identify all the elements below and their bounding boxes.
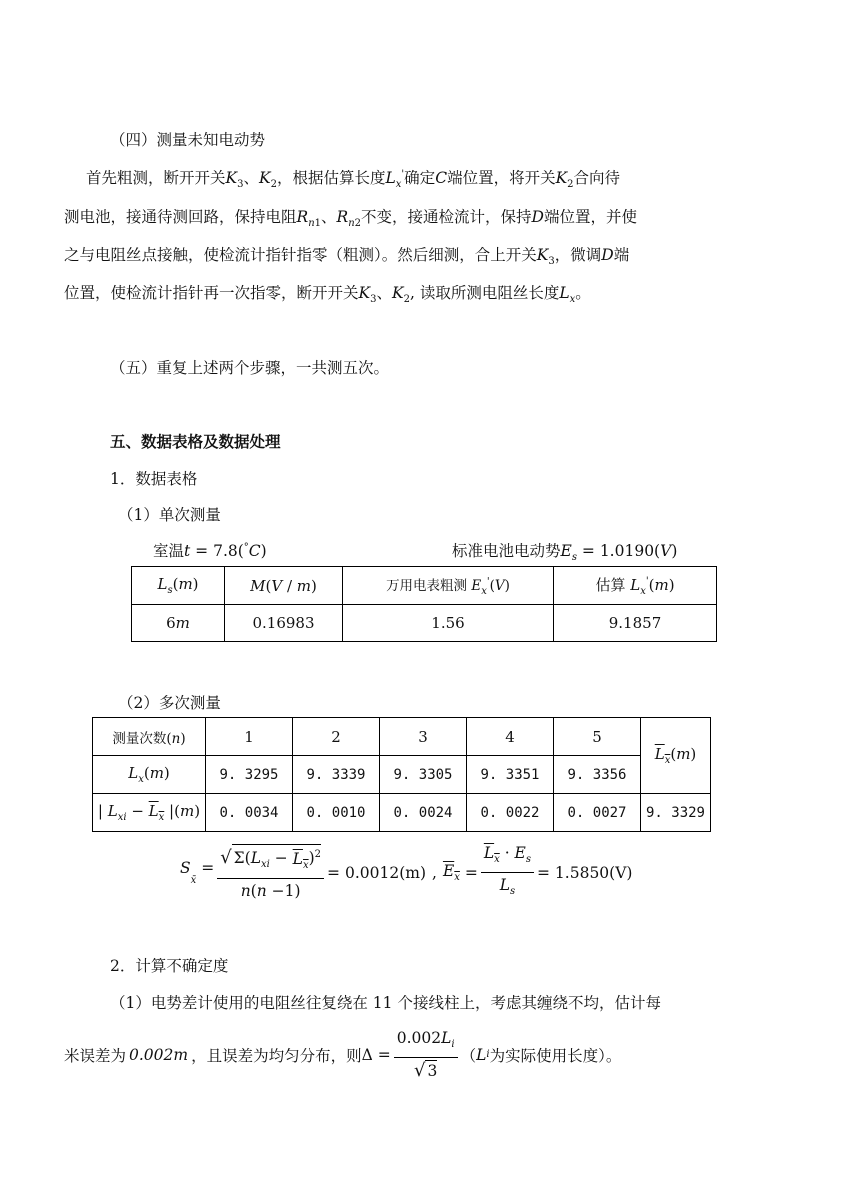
row-label-lx: $L_x(m)$ (93, 756, 206, 794)
header-mean-lx: $L_x(m)$ (641, 718, 711, 794)
deviation-cell: 0. 0034 (206, 794, 293, 832)
single-measure-table (131, 566, 717, 642)
formula-sx-ex: $S_{x̄}$ = $\frac{√ \Sigma(L_{xi} - L_x)^2}{n(n -1)}$ = 0.0012(m) , $E_x$ = $\frac{L_x \cdot E_s}{L_s}$ = 1.5850(V) (180, 844, 633, 900)
paragraph-line-3: 之与电阻丝点接触，使检流计指针指零（粗测）。然后细测，合上开关$K_3$，微调D端 (64, 246, 630, 267)
row-label-count: 测量次数(n) (93, 718, 206, 756)
standard-emf: 标准电池电动势$E_s = 1.0190(V)$ (452, 542, 678, 563)
deviation-cell: 0. 0022 (467, 794, 554, 832)
single-measure-label: （1）单次测量 (118, 506, 221, 524)
cell-lx-est: 9.1857 (554, 605, 717, 642)
cell-ls: 6m (132, 605, 225, 642)
uncertainty-paragraph-2: 米误差为 0.002m ，且误差为均匀分布，则 Δ = $\frac{0.002L_i}{√ 3}$ （ L i 为实际使用长度）。 (64, 1029, 622, 1081)
header-lx-est: 估算 $L_x'(m)$ (554, 567, 717, 605)
header-ls: $L_s(m)$ (132, 567, 225, 605)
deviation-cell: 0. 0027 (554, 794, 641, 832)
section-4-title: （四）测量未知电动势 (110, 131, 266, 149)
deviation-cell: 0. 0024 (380, 794, 467, 832)
count-cell: 2 (293, 718, 380, 756)
multi-measure-table (92, 717, 711, 832)
paragraph-line-4: 位置，使检流计指针再一次指零，断开开关$K_3$、$K_2$, 读取所测电阻丝长度$L_x$。 (64, 284, 591, 305)
paragraph-line-2: 测电池，接通待测回路，保持电阻$R_{n1}$、$R_{n2}$不变，接通检流计，保持D端位置，并使 (64, 208, 637, 229)
lx-cell: 9. 3356 (554, 756, 641, 794)
room-temp: 室温t = 7.8(°C) (153, 541, 267, 560)
deviation-cell: 0. 0010 (293, 794, 380, 832)
subheading-uncertainty: 2．计算不确定度 (110, 957, 229, 975)
header-ex-rough: 万用电表粗测 $E_x'(V)$ (343, 567, 554, 605)
cell-ex: 1.56 (343, 605, 554, 642)
paragraph-line-1: 首先粗测，断开开关$K_3$、$K_2$，根据估算长度$L_x'$确定C端位置，将开关$K_2$合向待 (86, 168, 621, 190)
multi-measure-label: （2）多次测量 (118, 694, 221, 712)
sx-value: = 0.0012(m) (327, 863, 426, 882)
subheading-data-table: 1．数据表格 (110, 470, 198, 488)
header-m: M(V / m) (225, 567, 343, 605)
count-cell: 4 (467, 718, 554, 756)
uncertainty-paragraph-1: （1）电势差计使用的电阻丝往复绕在 11 个接线柱上，考虑其缠绕不均，估计每 (110, 994, 661, 1012)
lx-cell: 9. 3305 (380, 756, 467, 794)
count-cell: 3 (380, 718, 467, 756)
mean-lx-value: 9. 3329 (641, 794, 711, 832)
lx-cell: 9. 3339 (293, 756, 380, 794)
cell-m: 0.16983 (225, 605, 343, 642)
section-heading: 五、数据表格及数据处理 (110, 432, 281, 451)
lx-cell: 9. 3351 (467, 756, 554, 794)
lx-cell: 9. 3295 (206, 756, 293, 794)
count-cell: 5 (554, 718, 641, 756)
ex-value: = 1.5850(V) (537, 863, 633, 882)
row-label-deviation: | $L_{xi} - L_x$ |(m) (93, 794, 206, 832)
section-5-text: （五）重复上述两个步骤，一共测五次。 (110, 359, 390, 377)
count-cell: 1 (206, 718, 293, 756)
